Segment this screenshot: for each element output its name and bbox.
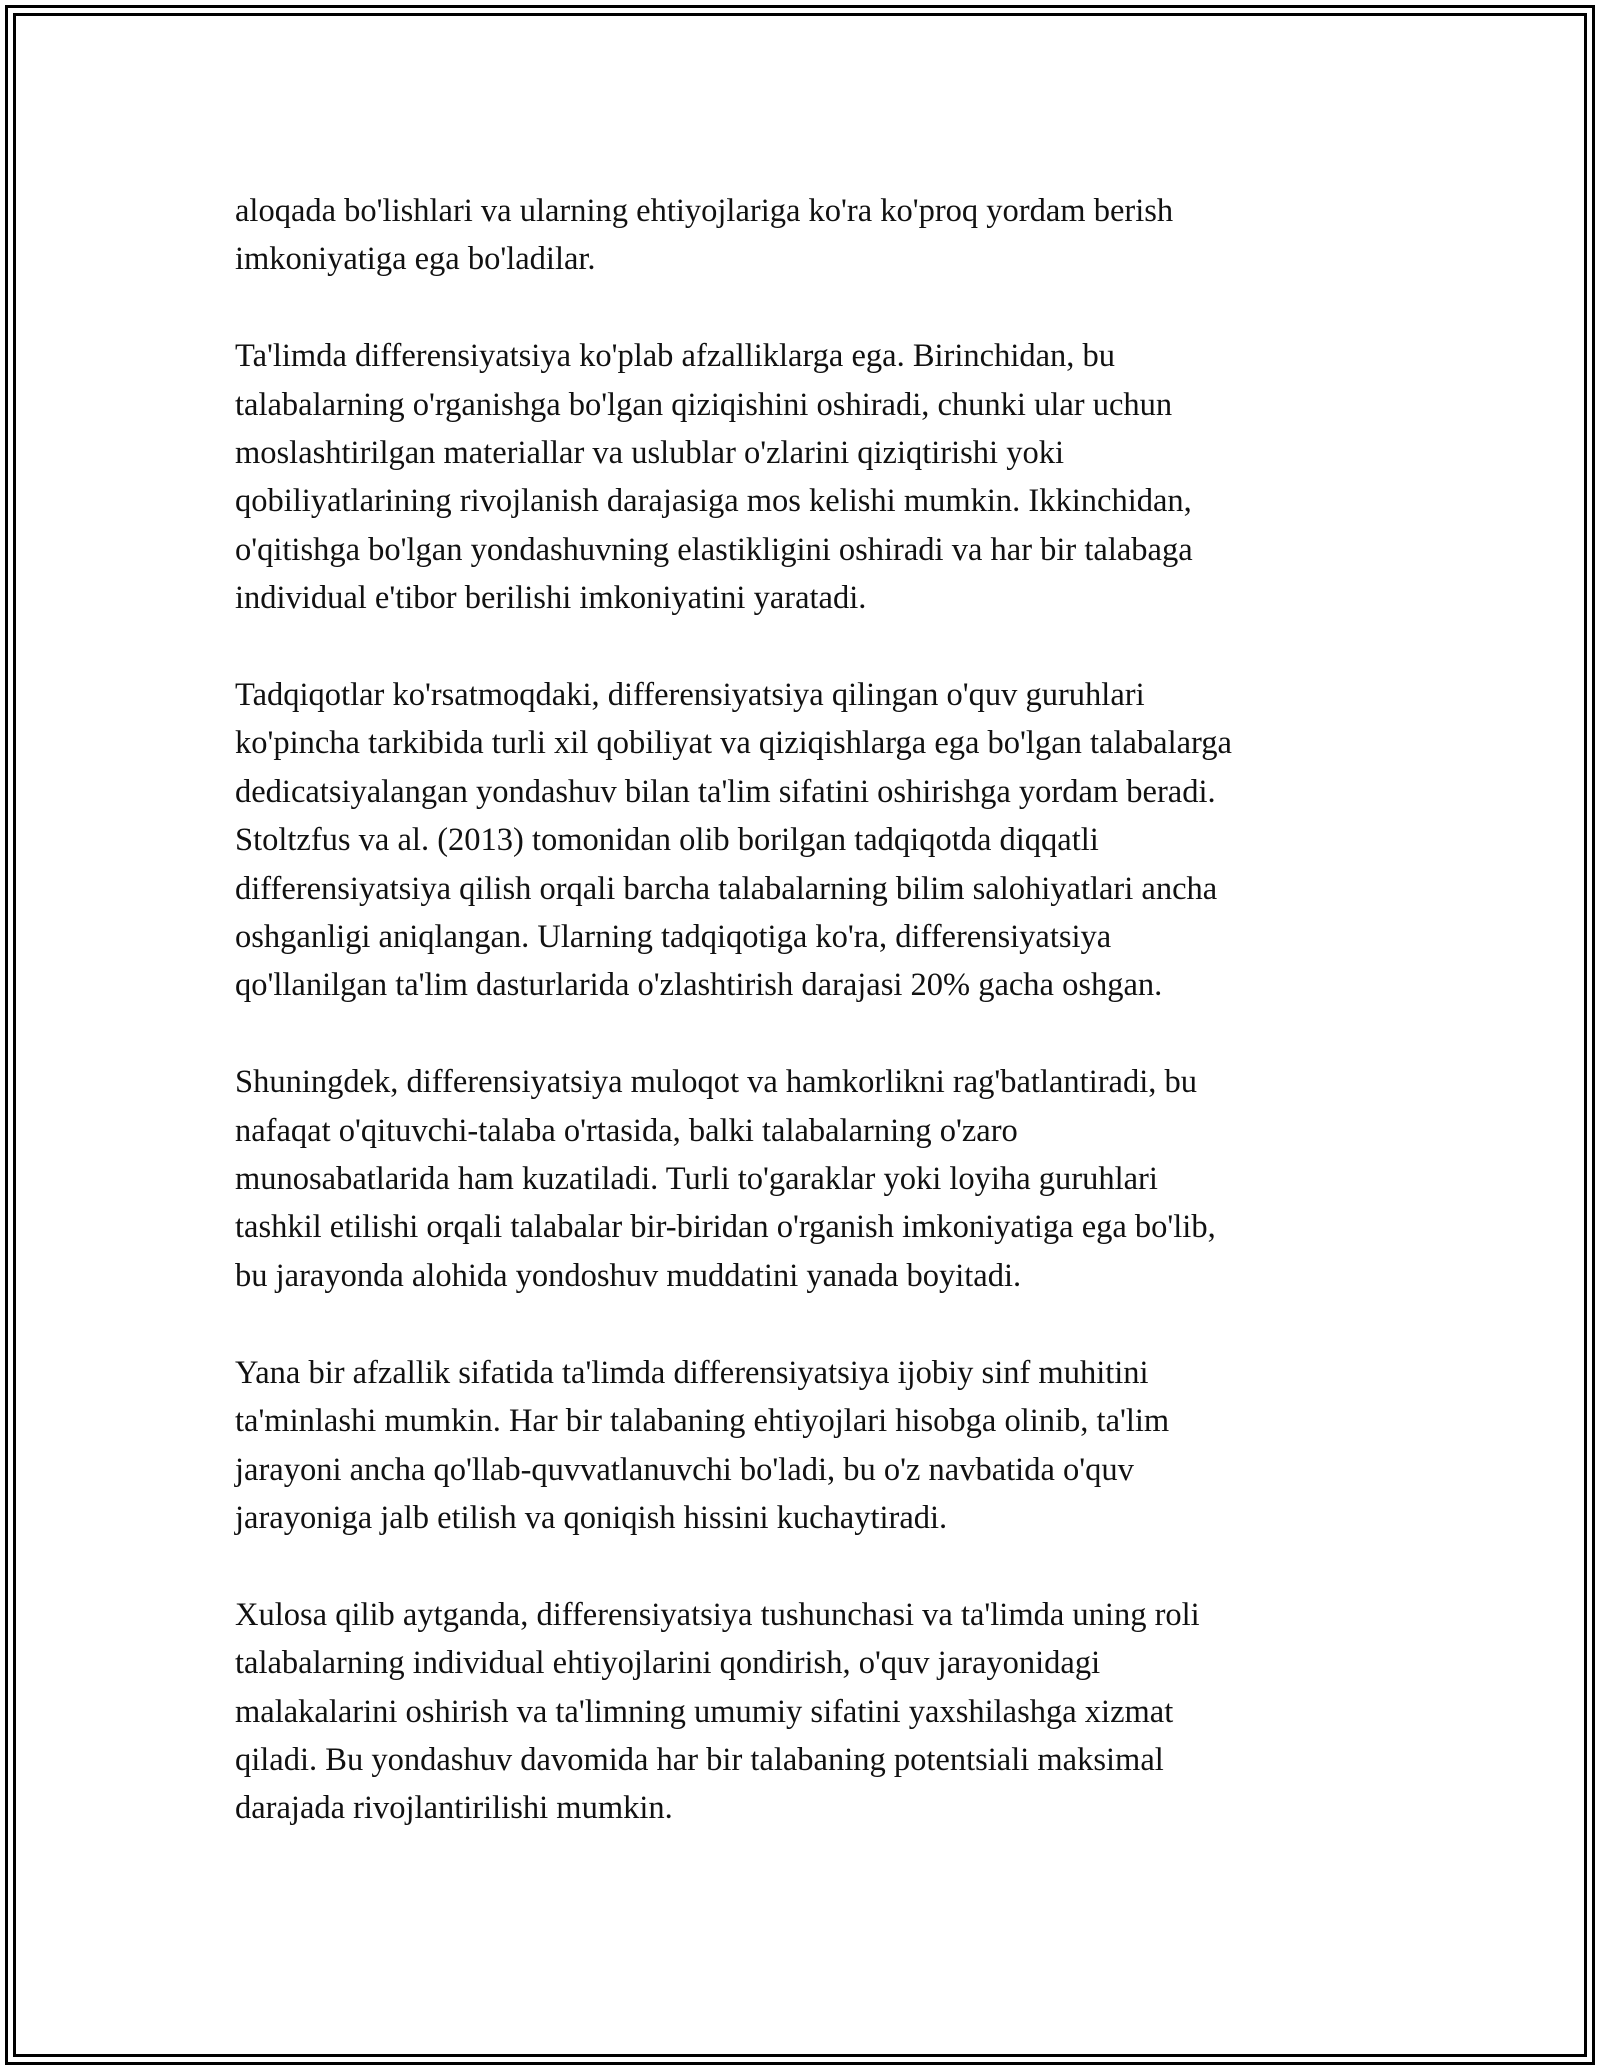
paragraph-3: Tadqiqotlar ko'rsatmoqdaki, differensiyatsiya qilingan o'quv guruhlari ko'pincha tarkibida turli xil qobiliyat va qiziqishlarga ega bo'lgan talabalarga dedicatsiyalangan yondashuv bilan ta'lim sifatini oshirishga yordam beradi. Stoltzfus va al. (2013) tomonidan olib borilgan tadqiqotda diqqatli differensiyatsiya qilish orqali barcha talabalarning bilim salohiyatlari ancha oshganligi aniqlangan. Ularning tadqiqotiga ko'ra, differensiyatsiya qo'llanilgan ta'lim dasturlarida o'zlashtirish darajasi 20% gacha oshgan.	[235, 677, 1232, 1004]
paragraph-6: Xulosa qilib aytganda, differensiyatsiya tushunchasi va ta'limda uning roli talabalarning individual ehtiyojlarini qondirish, o'quv jarayonidagi malakalarini oshirish va ta'limning umumiy sifatini yaxshilashga xizmat qiladi. Bu yondashuv davomida har bir talabaning potentsiali maksimal darajada rivojlantirilishi mumkin.	[235, 1596, 1200, 1827]
document-body	[235, 187, 1370, 1881]
paragraph-1: aloqada bo'lishlari va ularning ehtiyojlariga ko'ra ko'proq yordam berish imkoniyatiga ega bo'ladilar.	[235, 193, 1174, 278]
paragraph-4: Shuningdek, differensiyatsiya muloqot va hamkorlikni rag'batlantiradi, bu nafaqat o'qituvchi-talaba o'rtasida, balki talabalarning o'zaro munosabatlarida ham kuzatiladi. Turli to'garaklar yoki loyiha guruhlari tashkil etilishi orqali talabalar bir-biridan o'rganish imkoniyatiga ega bo'lib, bu jarayonda alohida yondoshuv muddatini yanada boyitadi.	[235, 1064, 1216, 1294]
paragraph-5: Yana bir afzallik sifatida ta'limda differensiyatsiya ijobiy sinf muhitini ta'minlashi mumkin. Har bir talabaning ehtiyojlari hisobga olinib, ta'lim jarayoni ancha qo'llab-quvvatlanuvchi bo'ladi, bu o'z navbatida o'quv jarayoniga jalb etilish va qoniqish hissini kuchaytiradi.	[235, 1354, 1170, 1536]
paragraph-2: Ta'limda differensiyatsiya ko'plab afzalliklarga ega. Birinchidan, bu talabalarning o'rganishga bo'lgan qiziqishini oshiradi, chunki ular uchun moslashtirilgan materiallar va uslublar o'zlarini qiziqtirishi yoki qobiliyatlarining rivojlanish darajasiga mos kelishi mumkin. Ikkinchidan, o'qitishga bo'lgan yondashuvning elastikligini oshiradi va har bir talabaga individual e'tibor berilishi imkoniyatini yaratadi.	[235, 338, 1193, 617]
